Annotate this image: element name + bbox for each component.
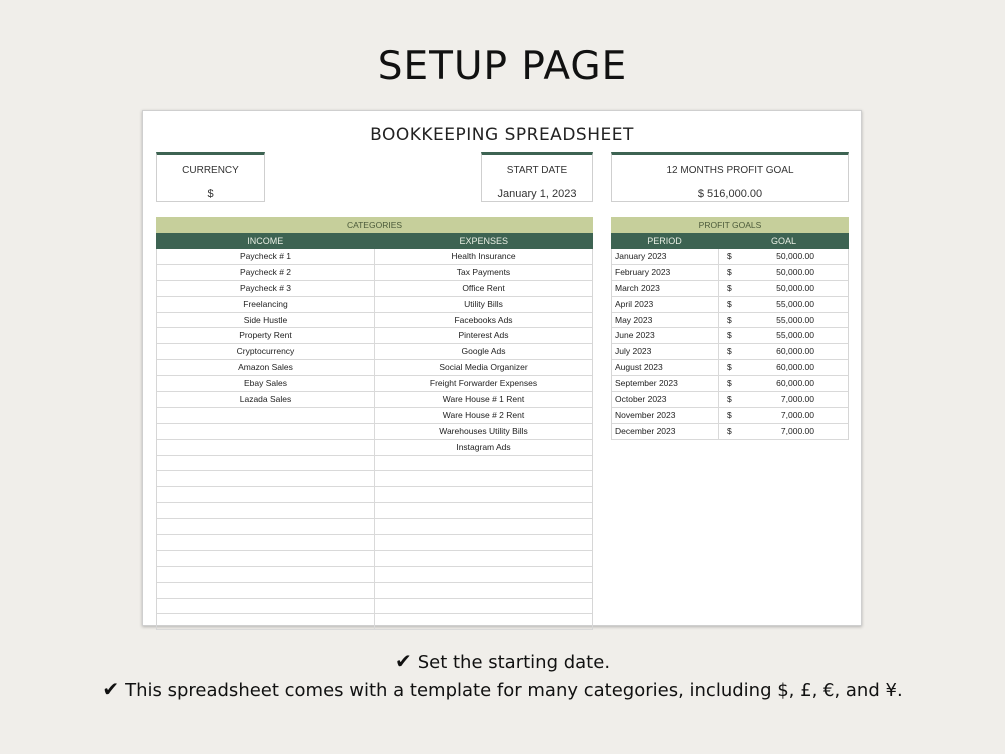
period-cell: October 2023 (612, 392, 719, 407)
currency-cell: $ (727, 394, 732, 405)
table-row (612, 265, 848, 281)
table-row (612, 424, 848, 440)
expense-cell[interactable]: Instagram Ads (456, 441, 511, 452)
income-cell[interactable]: Freelancing (157, 297, 375, 312)
expense-cell[interactable]: Health Insurance (451, 251, 516, 261)
table-row (157, 519, 592, 535)
period-cell: July 2023 (612, 344, 719, 359)
expense-cell[interactable]: Tax Payments (456, 266, 511, 277)
table-row (157, 583, 592, 599)
period-cell: June 2023 (612, 328, 719, 343)
categories-rows (156, 249, 593, 630)
period-cell: January 2023 (612, 249, 719, 264)
income-cell[interactable] (157, 440, 375, 455)
table-row (157, 471, 592, 487)
table-row (612, 408, 848, 424)
expense-cell[interactable] (375, 551, 592, 566)
table-row (157, 535, 592, 551)
expense-cell[interactable]: Ware House # 1 Rent (442, 394, 525, 405)
income-cell[interactable] (157, 471, 375, 486)
income-cell[interactable]: Paycheck # 2 (157, 265, 375, 280)
table-row (157, 297, 592, 313)
table-row (157, 408, 592, 424)
expense-cell[interactable] (375, 583, 592, 598)
table-row (157, 360, 592, 376)
expense-cell[interactable] (375, 519, 592, 534)
income-cell[interactable]: Paycheck # 3 (157, 281, 375, 296)
expense-cell[interactable] (375, 456, 592, 471)
income-cell[interactable] (157, 487, 375, 502)
expense-cell[interactable]: Ware House # 2 Rent (442, 409, 525, 420)
goal-amount-cell[interactable]: 7,000.00 (780, 409, 814, 420)
categories-column-headers (156, 233, 593, 249)
currency-cell: $ (727, 251, 732, 261)
goal-amount-cell[interactable]: 55,000.00 (776, 298, 814, 309)
period-cell: November 2023 (612, 408, 719, 423)
income-cell[interactable] (157, 456, 375, 471)
profit-goals-rows (611, 249, 849, 440)
goal-header: GOAL (770, 236, 796, 246)
expense-cell[interactable] (375, 599, 592, 614)
note-2 (0, 677, 1005, 701)
table-row (612, 376, 848, 392)
expense-cell[interactable]: Social Media Organizer (439, 362, 528, 373)
currency-cell: $ (727, 330, 732, 341)
table-row (157, 392, 592, 408)
expense-cell[interactable]: Facebooks Ads (454, 314, 513, 325)
table-row (157, 424, 592, 440)
goal-amount-cell[interactable]: 60,000.00 (776, 378, 814, 389)
table-row (157, 328, 592, 344)
note-2-text: This spreadsheet comes with a template for many categories, including $, £, €, and ¥. (125, 680, 903, 701)
table-row (157, 249, 592, 265)
income-cell[interactable] (157, 551, 375, 566)
goal-amount-cell[interactable]: 55,000.00 (776, 330, 814, 341)
table-row (612, 297, 848, 313)
table-row (612, 360, 848, 376)
table-row (612, 249, 848, 265)
income-cell[interactable] (157, 424, 375, 439)
goal-amount-cell[interactable]: 50,000.00 (776, 266, 814, 277)
note-1-text: Set the starting date. (417, 652, 611, 673)
income-cell[interactable] (157, 567, 375, 582)
period-cell: February 2023 (612, 265, 719, 280)
goal-amount-cell[interactable]: 60,000.00 (776, 346, 814, 357)
currency-cell: $ (727, 314, 732, 325)
table-row (612, 281, 848, 297)
note-1 (0, 649, 1005, 673)
categories-header: CATEGORIES (156, 217, 593, 233)
income-cell[interactable] (157, 599, 375, 614)
goal-amount-cell[interactable]: 7,000.00 (780, 425, 814, 436)
goal-amount-cell[interactable]: 60,000.00 (776, 362, 814, 373)
expenses-header: EXPENSES (459, 236, 509, 246)
table-row (157, 440, 592, 456)
period-cell: August 2023 (612, 360, 719, 375)
goal-amount-cell[interactable]: 50,000.00 (776, 282, 814, 293)
table-row (157, 599, 592, 615)
table-row (157, 503, 592, 519)
table-row (612, 313, 848, 329)
table-row (157, 344, 592, 360)
table-row (157, 456, 592, 472)
table-row (612, 392, 848, 408)
income-cell[interactable]: Side Hustle (157, 313, 375, 328)
goal-amount-cell[interactable]: 55,000.00 (776, 314, 814, 325)
expense-cell[interactable] (375, 471, 592, 486)
table-row (157, 567, 592, 583)
expense-cell[interactable]: Office Rent (462, 282, 505, 293)
income-cell[interactable] (157, 535, 375, 550)
period-cell: April 2023 (612, 297, 719, 312)
currency-cell: $ (727, 425, 732, 436)
goal-amount-cell[interactable]: 50,000.00 (776, 251, 814, 261)
currency-cell: $ (727, 346, 732, 357)
checkmark-icon: ✔ (394, 649, 412, 673)
period-cell: May 2023 (612, 313, 719, 328)
start-date-value[interactable]: January 1, 2023 (497, 188, 577, 200)
table-row (157, 487, 592, 503)
period-cell: March 2023 (612, 281, 719, 296)
income-cell[interactable]: Amazon Sales (157, 360, 375, 375)
income-cell[interactable] (157, 614, 375, 629)
income-cell[interactable] (157, 503, 375, 518)
table-row (157, 265, 592, 281)
currency-cell: $ (727, 282, 732, 293)
categories-table (156, 217, 593, 630)
start-date-box[interactable] (481, 152, 593, 202)
income-cell[interactable] (157, 519, 375, 534)
goal-amount-cell[interactable]: 7,000.00 (780, 394, 814, 405)
expense-cell[interactable]: Pinterest Ads (458, 330, 509, 341)
income-cell[interactable]: Cryptocurrency (157, 344, 375, 359)
income-cell[interactable]: Property Rent (157, 328, 375, 343)
income-cell[interactable]: Lazada Sales (157, 392, 375, 407)
currency-cell: $ (727, 266, 732, 277)
currency-cell: $ (727, 362, 732, 373)
profit-goals-header: PROFIT GOALS (611, 217, 849, 233)
income-cell[interactable] (157, 583, 375, 598)
expense-cell[interactable] (375, 614, 592, 629)
period-cell: September 2023 (612, 376, 719, 391)
currency-value[interactable]: $ (207, 188, 214, 200)
income-cell[interactable] (157, 408, 375, 423)
table-row (612, 328, 848, 344)
spreadsheet-preview (142, 110, 862, 626)
page-title: SETUP PAGE (377, 44, 628, 89)
table-row (157, 313, 592, 329)
profit-goal-value: $ 516,000.00 (697, 188, 763, 200)
currency-box[interactable] (156, 152, 265, 202)
start-date-label: START DATE (506, 165, 568, 176)
expense-cell[interactable]: Warehouses Utility Bills (439, 425, 528, 436)
currency-label: CURRENCY (182, 165, 239, 176)
table-row (157, 614, 592, 630)
expense-cell[interactable] (375, 487, 592, 502)
expense-cell[interactable] (375, 535, 592, 550)
expense-cell[interactable] (375, 503, 592, 518)
expense-cell[interactable]: Google Ads (461, 346, 506, 357)
currency-cell: $ (727, 298, 732, 309)
table-row (157, 551, 592, 567)
profit-goal-label: 12 MONTHS PROFIT GOAL (666, 165, 794, 176)
period-header: PERIOD (647, 236, 682, 246)
expense-cell[interactable]: Freight Forwarder Expenses (429, 378, 538, 389)
checkmark-icon: ✔ (102, 677, 120, 701)
table-row (157, 281, 592, 297)
table-row (157, 376, 592, 392)
period-cell: December 2023 (612, 424, 719, 439)
income-cell[interactable]: Ebay Sales (157, 376, 375, 391)
profit-goals-table (611, 217, 849, 440)
sheet-title: BOOKKEEPING SPREADSHEET (370, 125, 634, 145)
income-header: INCOME (247, 236, 284, 246)
table-row (612, 344, 848, 360)
expense-cell[interactable]: Utility Bills (464, 298, 503, 309)
profit-goal-box[interactable] (611, 152, 849, 202)
income-cell[interactable]: Paycheck # 1 (157, 249, 375, 264)
currency-cell: $ (727, 378, 732, 389)
expense-cell[interactable] (375, 567, 592, 582)
profit-goals-column-headers (611, 233, 849, 249)
currency-cell: $ (727, 409, 732, 420)
